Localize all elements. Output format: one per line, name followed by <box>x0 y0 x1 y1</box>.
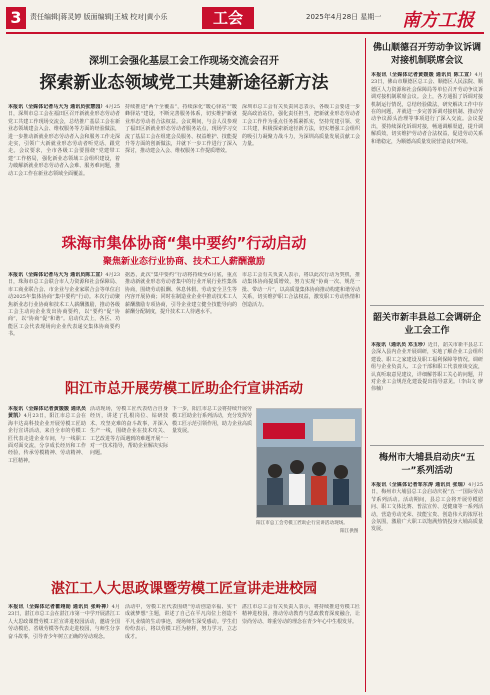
yangjiang-byline: 本报讯（全媒体记者黄媛媛 通讯员黄凯） <box>8 406 86 420</box>
zhanjiang-col3-text: 湛江市总工会有关负责人表示，将持续推进劳模工匠精神进校园，推动劳动教育与思政教育深度融合，让崇尚劳动、尊重劳动的理念在青少年心中生根发芽。 <box>242 604 360 625</box>
page-header <box>6 4 484 34</box>
zhuhai-column-3 <box>242 272 360 372</box>
zhanjiang-headline-text: 湛江工人大思政课暨劳模工匠宣讲走进校园 <box>51 581 317 597</box>
sidebar-separator-2 <box>370 445 484 446</box>
lead-column-2 <box>125 104 237 224</box>
sidebar-art2-text: 近日，韶关市新丰县总工会深入县内企业开展调研，实地了解企业工会组织建设、职工之家建设及职工福利保障等情况。调研组与企业负责人、工会干部和职工代表座谈交流，认真听取意见建议，详细解答职工关心的问题，并对企业工会规范化建设提出指导意见。 <box>371 342 483 386</box>
zhuhai-col2-text: 据悉，此次“集中要约”行动将持续至6月底，重点推动新就业形态劳动者集中的行业开展行业性集体协商，围绕劳动报酬、休息休假、劳动安全卫生等内容开展协商；同时在制造业企业中推动技术工人薪酬激励专项协商，引导企业建立健全技能导向的薪酬分配制度，提升技术工人待遇水平。 <box>125 272 237 316</box>
photo-caption: 阳江市总工会劳模工匠助企行宣讲活动现场。 <box>256 521 348 526</box>
lead-headline-text: 探索新业态领域党工共建新途径新方法 <box>39 73 329 92</box>
lead-column-1 <box>8 104 120 224</box>
zhanjiang-byline: 本报讯（全媒体记者瞿翊勋 通讯员 张岭禅） <box>8 604 112 610</box>
sidebar-art2-credit: （李由文 廖伟楠） <box>371 379 483 393</box>
sidebar-art1-byline: 本报讯（全媒体记者黄媛媛 通讯员 陈工宣） <box>371 72 475 78</box>
yangjiang-col1-text: 4月23日，阳江市总工会在海丰达高科技企业开展劳模工匠助企行宣讲活动，来自全市的劳模工匠代表走进企业车间，与一线职工面对面交流，分享成长经历和工作经验，传承劳模精神、劳动精神、工匠精神。 <box>8 413 86 464</box>
zhanjiang-column-3 <box>242 604 360 692</box>
zhuhai-subhead <box>6 254 362 268</box>
sidebar-art1-headline <box>370 40 484 70</box>
lead-col1-text: 4月25日，深圳市总工会在福田区召开新就业形态劳动者党工共建工作现场交流会，总结推广基层工会在新业态领域建会入会、维权服务等方面的经验做法，进一步推动新就业形态劳动者入会和服务工作走深走实，引领广大新就业形态劳动者听党话、跟党走。会议要求，全市各级工会要围绕“党建带工建”工作格局，强化新业态领域工会组织建设，着力破解新就业形态劳动者入会难、服务难问题，推动工会工作在新业态领域全面覆盖。 <box>8 104 120 177</box>
sidebar-art2-headline-text: 韶关市新丰县总工会调研企业工会工作 <box>372 313 481 336</box>
yangjiang-col2-text: 活动现场，劳模工匠代表结合自身经历，讲述了扎根岗位、钻研技术、攻坚克难的奋斗故事，并深入生产一线，围绕企业在技术攻关、工艺改进等方面遇到的难题开展“一对一”技术指导，帮助企业解决实际问题。 <box>90 406 168 457</box>
column-divider <box>365 38 366 692</box>
sidebar-art2-byline: 本报讯（通讯员 邓玉珍） <box>371 342 428 348</box>
zhanjiang-col2-text: 活动中，劳模工匠代表围绕“劳动创造幸福、实干成就梦想”主题，讲述了自己在平凡岗位上创造不平凡业绩的生动事迹，现场师生深受感动。学生们纷纷表示，将以劳模工匠为榜样，努力学习，立志成才。 <box>125 604 237 640</box>
yangjiang-column-2 <box>90 406 168 576</box>
yangjiang-headline <box>6 378 362 398</box>
yangjiang-col3-text: 下一步，阳江市总工会将持续开展劳模工匠助企行系列活动，充分发挥劳模工匠示范引领作用，助力企业高质量发展。 <box>172 406 252 435</box>
sidebar-art2-body <box>371 342 483 442</box>
zhanjiang-column-1 <box>8 604 120 692</box>
photo-placeholder-icon <box>257 409 361 517</box>
zhanjiang-headline <box>6 578 362 598</box>
sidebar-art1-headline-text: 佛山顺德召开劳动争议诉调对接机制联席会议 <box>372 43 481 66</box>
yangjiang-photo <box>256 408 362 518</box>
zhuhai-headline <box>6 232 362 254</box>
sidebar-separator-1 <box>370 305 484 306</box>
photo-credit: 阳江供图 <box>340 529 359 534</box>
lead-column-3 <box>242 104 360 224</box>
zhuhai-byline: 本报讯（全媒体记者马大为 通讯员陈工宣） <box>8 272 106 278</box>
sidebar-art3-headline <box>370 450 484 480</box>
zhuhai-column-1 <box>8 272 120 372</box>
zhuhai-subhead-text: 聚焦新业态行业协商、技术工人薪酬激励 <box>102 257 265 267</box>
issue-date: 2025年4月28日 星期一 <box>306 13 382 21</box>
lead-col2-text: 持续推进“两个全覆盖”，持续深化“暖心驿站”“暖蜂驿站”建设，不断完善服务体系，切实维护新就业形态劳动者合法权益。会议期间，与会人员参观了福田区新就业形态劳动者服务站点，现场学习交流了基层工会在组建会员服务、权益维护、技能提升等方面的创新做法，并就下一步工作进行了深入探讨，推动建会入会、维权服务工作提质增效。 <box>125 104 237 155</box>
zhanjiang-col1-text: 4月23日，湛江市总工会在湛江市第一中学开展湛江工人大思政课暨劳模工匠宣讲进校园活动，邀请全国劳动模范、省级劳模等代表走进校园，与师生分享奋斗故事，引导青少年树立正确的劳动观念。 <box>8 604 120 640</box>
yangjiang-headline-text: 阳江市总开展劳模工匠助企行宣讲活动 <box>65 381 303 397</box>
editor-line: 责任编辑|蒋灵婷 版面编辑|王城 校对|黄小乐 <box>30 13 168 21</box>
newspaper-brand: 南方工报 <box>402 10 474 31</box>
yangjiang-column-3 <box>172 406 252 576</box>
lead-headline <box>6 68 362 92</box>
section-label: 工会 <box>202 7 254 29</box>
lead-kicker <box>6 52 362 68</box>
zhanjiang-column-2 <box>125 604 237 692</box>
lead-byline: 本报讯（全媒体记者马大为 通讯员张慧园） <box>8 104 106 110</box>
zhuhai-column-2 <box>125 272 237 372</box>
sidebar-art3-text: 4月25日，梅州市大埔县总工会启动庆祝“五一”国际劳动节系列活动。活动期间，县总工会将开展劳模慰问、职工文体比赛、普法宣传、送健康等一系列活动，营造劳动光荣、技能宝贵、创造伟大的浓厚社会氛围，激励广大职工以饱满热情投身大埔高质量发展。 <box>371 482 483 533</box>
sidebar-art1-text: 4月23日，佛山市顺德区总工会、顺德区人民法院、顺德区人力资源和社会保障局等单位召开劳动争议诉调对接机制联席会议。会上，各方通报了诉调对接机制运行情况，总结经验做法，研究解决工作中存在的问题，并就进一步完善诉调对接机制、推动劳动争议源头治理等事项进行了深入交流。会议提出，要持续深化诉调对接，畅通调解渠道，提升调解质效，切实维护劳动者合法权益，促进劳动关系和谐稳定，为顺德高质量发展营造良好环境。 <box>371 72 483 145</box>
yangjiang-column-1 <box>8 406 86 576</box>
sidebar-art2-headline <box>370 310 484 340</box>
zhuhai-col1-text: 4月23日，珠海市总工会联合市人力资源和社会保障局、市工商业联合会、市企业与企业家联合会等单位启动2025年集体协商“集中要约”行动。本次行动聚焦新业态行业协商和技术工人薪酬激励，推动各级工会主动向企业发出协商要约，以“要约”促“协商”，以“协商”促“和谐”。启动仪式上，各区、功能区工会代表现场向企业代表递交集体协商要约书。 <box>8 272 120 338</box>
sidebar-art3-byline: 本报讯（全媒体记者邹东涛 通讯员 张瑞） <box>371 482 469 488</box>
zhuhai-headline-text: 珠海市集体协商“集中要约”行动启动 <box>61 234 307 252</box>
sidebar-art1-body <box>371 72 483 302</box>
header-rule <box>6 32 484 34</box>
sidebar-art3-headline-text: 梅州市大埔县启动庆“五一”系列活动 <box>379 453 475 476</box>
lead-col3-text: 深圳市总工会有关负责同志表示，各级工会要进一步提高政治站位，强化责任担当，把新就业形态劳动者工会工作作为重点任务抓紧抓实，坚持党建引领、党工共建，积极探索新途径新方法，切实增强工会组织的吸引力凝聚力战斗力，为深圳高质量发展贡献工会力量。 <box>242 104 360 148</box>
lead-kicker-text: 深圳工会强化基层工会工作现场交流会召开 <box>89 56 279 67</box>
sidebar-art3-body <box>371 482 483 690</box>
page-number: 3 <box>6 7 26 29</box>
zhuhai-col3-text: 市总工会有关负责人表示，将以此次行动为契机，推动集体协商提质增效，努力实现“协商一次、规范一批、带动一片”，以高质量集体协商推动构建和谐劳动关系，切实维护职工合法权益，激发职工劳动热情和创造活力。 <box>242 272 360 308</box>
